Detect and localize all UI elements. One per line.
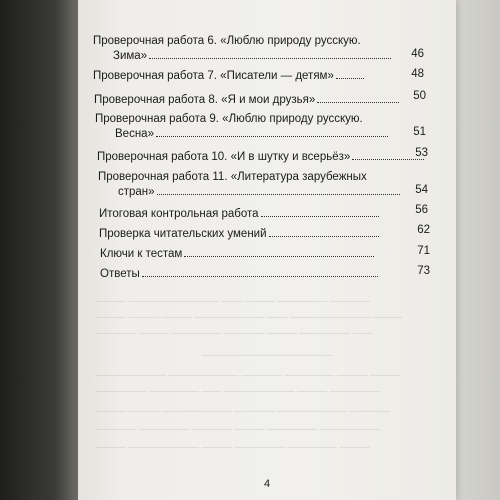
toc-page-number: 50 (413, 90, 426, 102)
toc-entry-title: Проверочная работа 6. «Люблю природу русскую. (93, 35, 361, 47)
dot-leader (157, 184, 400, 195)
show-through-line: ——— ——————— ——— ————— ————— ——— (96, 442, 370, 453)
show-through-line: ——— ——— ——— ——————— —— ———————— ——— (96, 312, 403, 323)
show-through-line: ——— ——— ——————— ———— ——————— ———— (96, 406, 390, 417)
page-number: 4 (263, 478, 271, 490)
toc-entry (97, 149, 426, 164)
toc-entry-title: Ответы (100, 268, 140, 280)
toc-entry-title: Проверочная работа 11. «Литература зарубежных (98, 171, 367, 183)
toc-entry-title: Ключи к тестам (100, 248, 183, 260)
show-through-line: ——— ————————— —— ——— ————— ———— (96, 296, 370, 307)
toc-entry (100, 266, 380, 281)
toc-page-number: 53 (415, 147, 428, 159)
toc-entry-title-cont: стран» (118, 186, 155, 198)
toc-page-number: 73 (417, 265, 430, 277)
book-spine-shadow (0, 0, 78, 500)
toc-entry-title: Проверка читательских умений (99, 228, 267, 240)
show-through-line: ————————————— (202, 350, 332, 361)
show-through-line: ———— ————— ———— ——— ————— —————— (96, 424, 380, 435)
dot-leader (156, 126, 388, 137)
toc-page-number: 62 (417, 224, 430, 236)
show-through-line: ———— ——— ————— ———— ——— ————— —— (96, 328, 373, 339)
toc-entry (100, 246, 376, 261)
toc-page-number: 51 (413, 126, 426, 138)
toc-page-number: 56 (415, 204, 428, 216)
dot-leader (269, 226, 379, 237)
toc-entry (98, 170, 402, 199)
toc-entry-title-cont: Зима» (113, 50, 148, 62)
toc-page-number: 48 (411, 68, 424, 80)
dot-leader (261, 206, 379, 217)
toc-entry-title: Итоговая контрольная работа (99, 208, 259, 220)
dot-leader (184, 246, 374, 257)
show-through-line: ————— ————— —— ——————— ——— ————— (96, 386, 380, 397)
toc-entry (94, 92, 401, 107)
toc-entry (93, 68, 366, 83)
toc-entry-title: Проверочная работа 8. «Я и мои друзья» (94, 94, 316, 106)
toc-entry-title: Проверочная работа 9. «Люблю природу русскую. (95, 113, 363, 125)
dot-leader (336, 68, 364, 79)
toc-entry (93, 34, 393, 63)
toc-entry-title-cont: Весна» (115, 128, 154, 140)
toc-entry-title: Проверочная работа 10. «И в шутку и всерьёз» (97, 151, 351, 163)
toc-page-number: 46 (411, 48, 424, 60)
dot-leader (149, 48, 391, 59)
toc-entry (99, 226, 381, 241)
book-page (78, 0, 456, 500)
toc-entry (99, 206, 381, 221)
toc-entry (95, 112, 390, 141)
toc-entry-title: Проверочная работа 7. «Писатели — детям» (93, 70, 334, 82)
show-through-line: ——————— ——————— ———— ————— ——— ——— (96, 370, 400, 381)
dot-leader (142, 266, 378, 277)
toc-page-number: 54 (415, 184, 428, 196)
toc-page-number: 71 (417, 245, 430, 257)
